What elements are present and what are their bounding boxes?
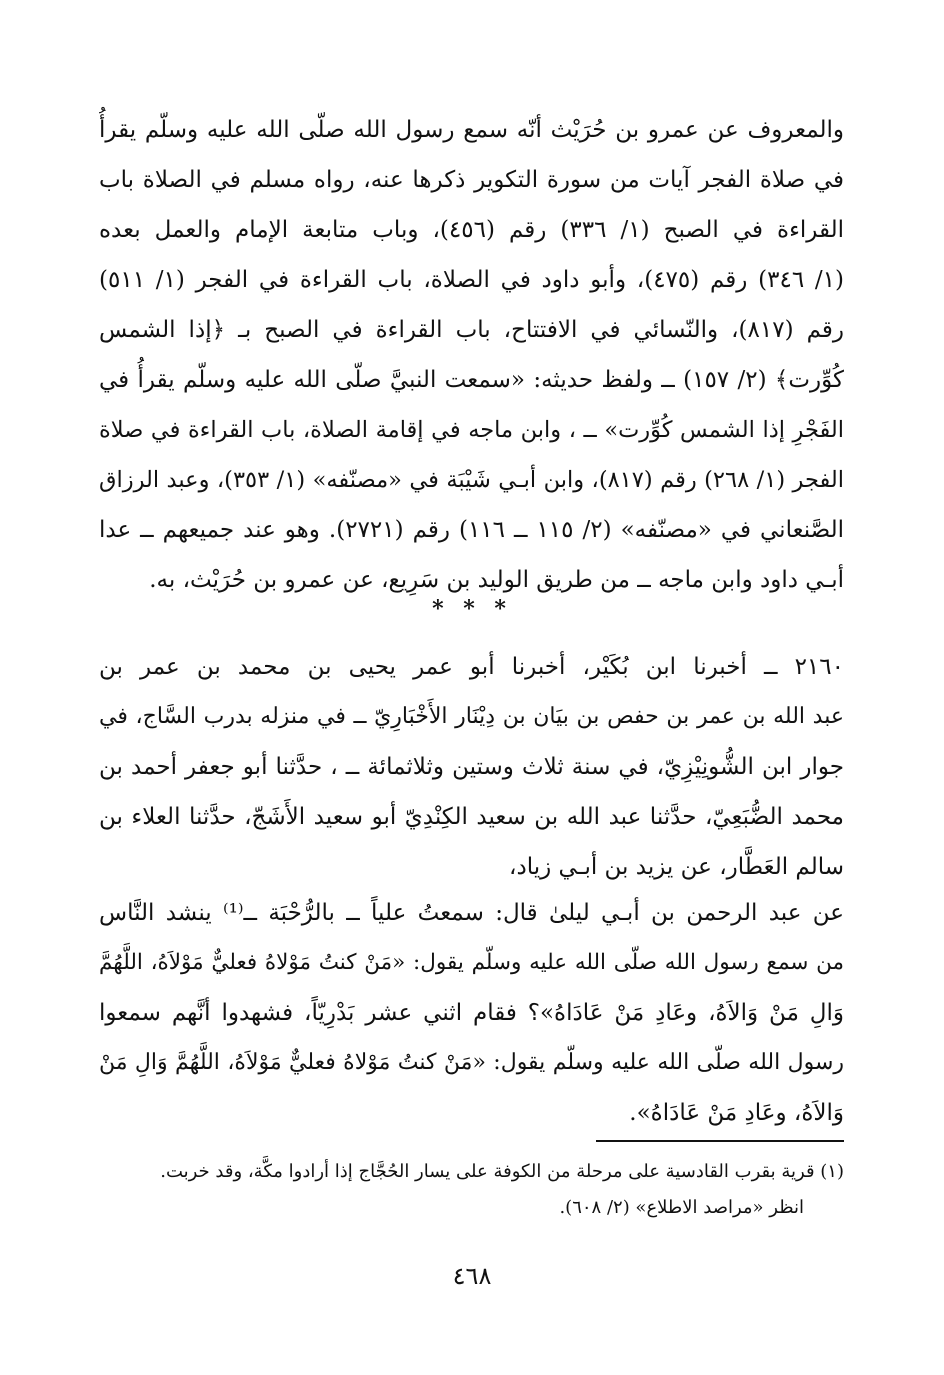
hadith-isnad-paragraph: [99, 642, 844, 892]
text-line: من سمع رسول الله صلّى الله عليه وسلّم يقول: «مَنْ كنتُ مَوْلاهُ فعليٌّ مَوْلاَهُ، اللَّهُمَّ: [99, 950, 844, 975]
hadith-matn-paragraph: [99, 888, 844, 1138]
text-line: ٢١٦٠ ــ أخبرنا ابن بُكَيْر، أخبرنا أبو عمر يحيى بن محمد بن عمر بن: [99, 654, 844, 680]
section-separator: * * *: [432, 596, 512, 622]
text-line: عن عبد الرحمن بن أبـي ليلىٰ قال: سمعتُ علياً ــ بالرُّحْبَة ــ⁽¹⁾ ينشد النَّاس: [99, 900, 844, 926]
text-line: (١/ ٣٤٦) رقم (٤٧٥)، وأبو داود في الصلاة، باب القراءة في الفجر (١/ ٥١١): [99, 267, 844, 293]
text-line: وَالاَهُ، وعَادِ مَنْ عَادَاهُ».: [629, 1100, 844, 1126]
text-line: الفَجْرِ إذا الشمس كُوِّرت» ــ ، وابن ماجه في إقامة الصلاة، باب القراءة في صلاة: [99, 417, 844, 443]
text-line: وَالِ مَنْ وَالاَهُ، وعَادِ مَنْ عَادَاهُ»؟ فقام اثني عشر بَدْرِيّاً، فشهدوا أنَّهم سمعوا: [99, 1000, 844, 1026]
text-line: محمد الضُّبَعِيّ، حدَّثنا عبد الله بن سعيد الكِنْدِيّ أبو سعيد الأَشَجّ، حدَّثنا العلاء بن: [99, 804, 844, 830]
text-line: والمعروف عن عمرو بن حُرَيْث أنّه سمع رسول الله صلّى الله عليه وسلّم يقرأُ: [99, 117, 844, 143]
text-line: القراءة في الصبح (١/ ٣٣٦) رقم (٤٥٦)، وباب متابعة الإمام والعمل بعده: [99, 217, 844, 243]
hadith-commentary-paragraph: [99, 105, 844, 605]
footnotes: [99, 1154, 844, 1226]
text-line: سالم العَطَّار، عن يزيد بن أبـي زياد،: [509, 854, 844, 880]
text-line: في صلاة الفجر آيات من سورة التكوير ذكرها عنه، رواه مسلم في الصلاة باب: [99, 167, 844, 193]
text-line: الصَّنعاني في «مصنّفه» (٢/ ١١٥ ــ ١١٦) رقم (٢٧٢١). وهو عند جميعهم ــ عدا: [99, 517, 844, 543]
text-line: عبد الله بن عمر بن حفص بن بيَان بن دِيْنَار الأَخْبَارِيّ ــ في منزله بدرب السَّاج، في: [99, 704, 844, 729]
text-line: الفجر (١/ ٢٦٨) رقم (٨١٧)، وابن أبـي شَيْبَة في «مصنّفه» (١/ ٣٥٣)، وعبد الرزاق: [99, 467, 844, 493]
text-line: جوار ابن الشُّونِيْزِيّ، في سنة ثلاث وستين وثلاثمائة ــ ، حدَّثنا أبو جعفر أحمد بن: [99, 754, 844, 780]
text-line: رسول الله صلّى الله عليه وسلّم يقول: «مَنْ كنتُ مَوْلاهُ فعليٌّ مَوْلاَهُ، اللَّهُمَّ وَالِ مَنْ: [99, 1050, 844, 1075]
footnote-line: انظر «مراصد الاطلاع» (٢/ ٦٠٨).: [559, 1197, 804, 1218]
footnote-divider: [596, 1140, 844, 1142]
footnote-line: (١) قرية بقرب القادسية على مرحلة من الكوفة على يسار الحُجَّاج إذا أرادوا مكَّة، وقد خربت.: [160, 1161, 844, 1182]
text-line: رقم (٨١٧)، والنّسائي في الافتتاح، باب القراءة في الصبح بـ ﴿إذا الشمس: [99, 317, 844, 343]
page-number: ٤٦٨: [452, 1262, 492, 1290]
text-line: أبـي داود وابن ماجه ــ من طريق الوليد بن سَرِيع، عن عمرو بن حُرَيْث، به.: [149, 567, 844, 593]
text-line: كُوِّرت﴾ (٢/ ١٥٧) ــ ولفظ حديثه: «سمعت النبيَّ صلّى الله عليه وسلّم يقرأُ في: [99, 367, 844, 393]
